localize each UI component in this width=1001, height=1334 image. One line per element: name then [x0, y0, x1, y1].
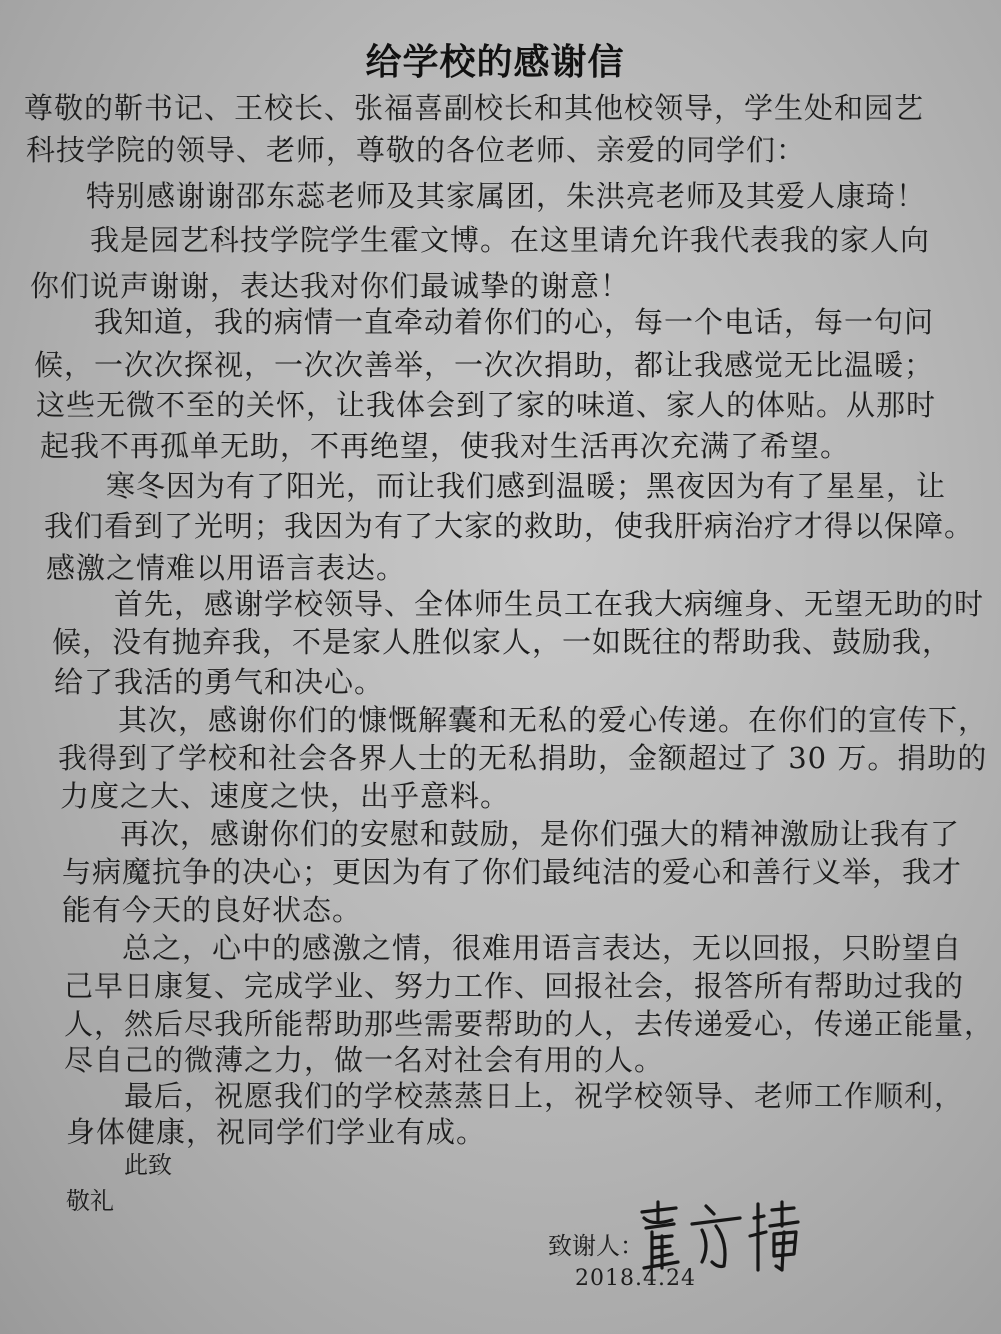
letter-line: 与病魔抗争的决心；更因为有了你们最纯洁的爱心和善行义举，我才 [62, 855, 963, 889]
letter-line: 这些无微不至的关怀，让我体会到了家的味道、家人的体贴。从那时 [36, 388, 937, 422]
letter-line: 总之，心中的感激之情，很难用语言表达，无以回报，只盼望自 [122, 931, 963, 965]
letter-line: 人，然后尽我所能帮助那些需要帮助的人，去传递爱心，传递正能量， [64, 1007, 995, 1041]
handwritten-signature [632, 1196, 802, 1276]
letter-date: 2018.4.24 [575, 1266, 696, 1291]
letter-line: 力度之大、速度之快，出乎意料。 [60, 779, 511, 813]
letter-line: 你们说声谢谢，表达我对你们最诚挚的谢意！ [30, 269, 631, 303]
closing-salutation: 此致 [124, 1151, 172, 1179]
letter-line: 起我不再孤单无助，不再绝望，使我对生活再次充满了希望。 [40, 429, 851, 463]
letter-line: 尽自己的微薄之力，做一名对社会有用的人。 [64, 1043, 665, 1077]
letter-line: 候，一次次探视，一次次善举，一次次捐助，都让我感觉无比温暖； [34, 348, 935, 382]
signature-label: 致谢人： [548, 1232, 644, 1260]
letter-line: 首先，感谢学校领导、全体师生员工在我大病缠身、无望无助的时 [114, 587, 985, 621]
letter-line: 身体健康，祝同学们学业有成。 [66, 1115, 487, 1149]
letter-line: 我知道，我的病情一直牵动着你们的心，每一个电话，每一句问 [94, 305, 935, 339]
letter-line: 再次，感谢你们的安慰和鼓励，是你们强大的精神激励让我有了 [120, 817, 961, 851]
letter-line: 给了我活的勇气和决心。 [54, 665, 385, 699]
letter-line: 其次，感谢你们的慷慨解囊和无私的爱心传递。在你们的宣传下， [118, 703, 989, 737]
letter-line: 候，没有抛弃我，不是家人胜似家人，一如既往的帮助我、鼓励我， [52, 625, 953, 659]
letter-line: 我们看到了光明；我因为有了大家的救助，使我肝病治疗才得以保障。 [44, 509, 975, 543]
letter-line: 我是园艺科技学院学生霍文博。在这里请允许我代表我的家人向 [90, 223, 931, 257]
letter-line: 能有今天的良好状态。 [62, 893, 363, 927]
letter-line: 特别感谢谢邵东蕊老师及其家属团，朱洪亮老师及其爱人康琦！ [86, 179, 927, 213]
letter-line: 己早日康复、完成学业、努力工作、回报社会，报答所有帮助过我的 [64, 969, 965, 1003]
letter-line: 尊敬的靳书记、王校长、张福喜副校长和其他校领导，学生处和园艺 [24, 91, 925, 125]
letter-line: 寒冬因为有了阳光，而让我们感到温暖；黑夜因为有了星星，让 [106, 469, 947, 503]
letter-title: 给学校的感谢信 [365, 42, 625, 83]
letter-line: 最后，祝愿我们的学校蒸蒸日上，祝学校领导、老师工作顺利， [124, 1079, 965, 1113]
letter-line: 感激之情难以用语言表达。 [46, 551, 407, 585]
letter-line: 我得到了学校和社会各界人士的无私捐助，金额超过了 30 万。捐助的 [58, 741, 988, 775]
letter-line: 科技学院的领导、老师，尊敬的各位老师、亲爱的同学们： [26, 133, 807, 167]
closing-regards: 敬礼 [66, 1187, 114, 1215]
